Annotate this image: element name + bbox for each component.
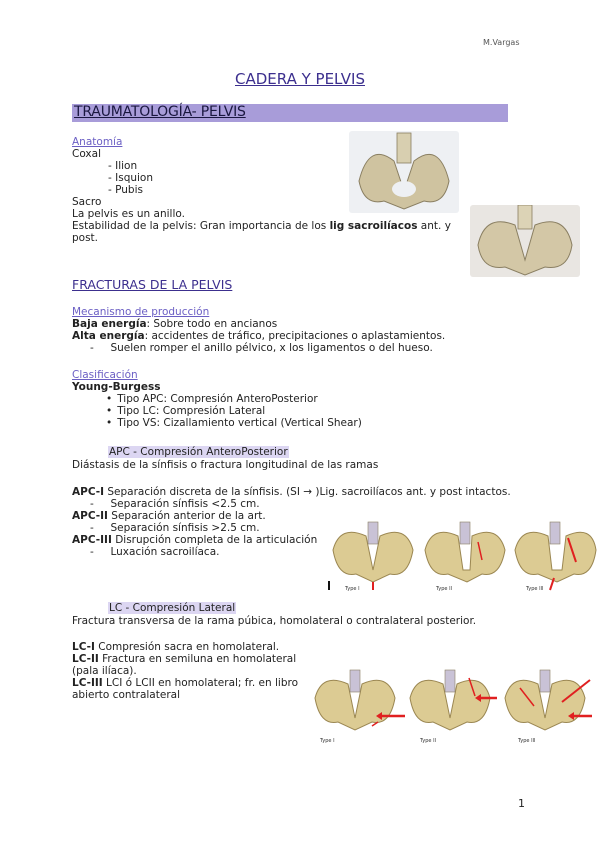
mechanism-section <box>72 306 445 354</box>
apc-ii: APC-II Separación anterior de la art. <box>72 510 266 522</box>
page-title: CADERA Y PELVIS <box>235 70 365 88</box>
coxal-label: Coxal <box>72 148 101 160</box>
mechanism-heading[interactable]: Mecanismo de producción <box>72 306 210 318</box>
part-item: - Pubis <box>108 184 143 196</box>
fractures-heading[interactable]: FRACTURAS DE LA PELVIS <box>72 277 233 292</box>
apc-marker <box>328 581 330 590</box>
apc-ii-sub: - Separación sínfisis >2.5 cm. <box>90 522 260 534</box>
apc-desc: Diástasis de la sínfisis o fractura longitudinal de las ramas <box>72 459 379 471</box>
classification-heading[interactable]: Clasificación <box>72 369 138 381</box>
lc-list <box>72 641 298 701</box>
apc-caption: Type I <box>345 586 360 592</box>
apc-heading: APC - Compresión AnteroPosterior <box>109 446 288 458</box>
lc-ii-cont: (pala ilíaca). <box>72 665 137 677</box>
section-banner <box>72 104 508 122</box>
lc-type-3-pelvis <box>505 670 592 730</box>
mechanism-note: - Suelen romper el anillo pélvico, x los ligamentos o del hueso. <box>90 342 433 354</box>
stability-cont: post. <box>72 232 99 244</box>
apc-iii: APC-III Disrupción completa de la articulación <box>72 534 318 546</box>
lc-caption: Type I <box>320 738 335 744</box>
lc-desc: Fractura transversa de la rama púbica, homolateral o contralateral posterior. <box>72 615 477 627</box>
type-item: • Tipo VS: Cizallamiento vertical (Vertical Shear) <box>106 417 362 429</box>
apc-type-1-pelvis <box>333 522 413 590</box>
pelvis-back-image <box>470 205 580 277</box>
low-energy-text: Baja energía: Sobre todo en ancianos <box>72 318 278 330</box>
stability-text: Estabilidad de la pelvis: Gran importancia de los lig sacroilíacos ant. y <box>72 220 451 232</box>
lc-type-2-pelvis <box>410 670 497 730</box>
lc-type-1-pelvis <box>315 670 405 730</box>
type-item: • Tipo LC: Compresión Lateral <box>106 405 362 417</box>
type-item: • Tipo APC: Compresión AnteroPosterior <box>106 393 362 405</box>
apc-caption: Type II <box>436 586 453 592</box>
part-item: - Isquion <box>108 172 154 184</box>
part-item: - Ilion <box>108 160 138 172</box>
author-label: M.Vargas <box>483 38 520 47</box>
high-energy-text: Alta energía: accidentes de tráfico, precipitaciones o aplastamientos. <box>72 330 446 342</box>
apc-i-sub: - Separación sínfisis <2.5 cm. <box>90 498 260 510</box>
classification-section <box>72 369 362 429</box>
lc-i: LC-I Compresión sacra en homolateral. <box>72 641 280 653</box>
lc-iii-cont: abierto contralateral <box>72 689 180 701</box>
apc-type-2-pelvis <box>425 522 505 582</box>
ring-text: La pelvis es un anillo. <box>72 208 185 220</box>
apc-figure <box>328 520 598 595</box>
lc-caption: Type II <box>420 738 437 744</box>
apc-i: APC-I Separación discreta de la sínfisis. (SI → )Lig. sacroilíacos ant. y post intactos. <box>72 486 511 498</box>
classification-system: Young-Burgess <box>72 381 161 393</box>
anatomy-heading[interactable]: Anatomía <box>72 136 123 148</box>
lc-iii: LC-III LCI ó LCII en homolateral; fr. en libro <box>72 677 298 689</box>
banner-text: TRAUMATOLOGÍA- PELVIS <box>74 104 246 120</box>
apc-iii-sub: - Luxación sacroilíaca. <box>90 546 220 558</box>
lc-figure <box>310 668 595 744</box>
lc-ii: LC-II Fractura en semiluna en homolateral <box>72 653 297 665</box>
pelvis-front-image <box>349 131 459 213</box>
sacro-label: Sacro <box>72 196 102 208</box>
page-number: 1 <box>518 797 525 810</box>
lc-heading: LC - Compresión Lateral <box>109 602 236 614</box>
apc-caption: Type III <box>526 586 544 592</box>
apc-type-3-pelvis <box>515 522 596 590</box>
lc-caption: Type III <box>518 738 536 744</box>
